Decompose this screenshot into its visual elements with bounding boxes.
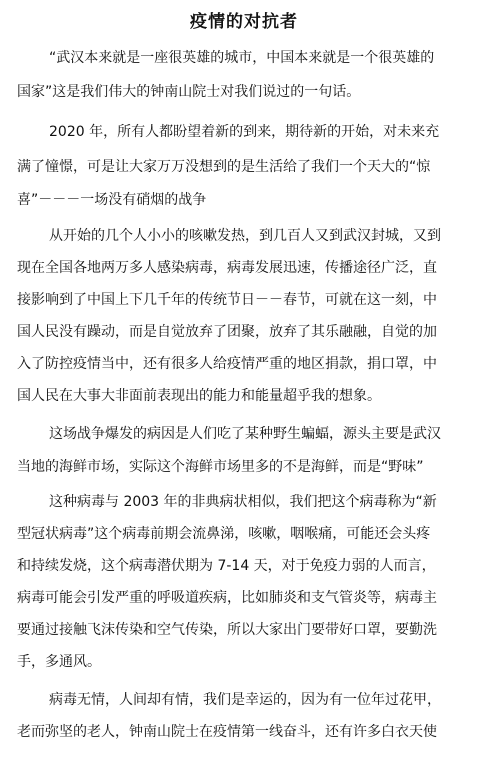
paragraph-3-line-2: 现在全国各地两万多人感染病毒，病毒发展迅速，传播途径广泛，直: [17, 260, 437, 276]
paragraph-3-line-1: 从开始的几个人小小的咳嗽发热，到几百人又到武汉封城，又到: [49, 228, 441, 244]
paragraph-6-line-1: 病毒无情，人间却有情，我们是幸运的，因为有一位年过花甲，: [49, 692, 441, 708]
paragraph-2-line-1: 2020 年，所有人都盼望着新的到来，期待新的开始，对未来充: [49, 124, 440, 140]
paragraph-2-line-2: 满了憧憬，可是让大家万万没想到的是生活给了我们一个天大的“惊: [17, 159, 431, 175]
paragraph-4-line-2: 当地的海鲜市场，实际这个海鲜市场里多的不是海鲜，而是“野味”: [17, 459, 424, 475]
paragraph-5-line-1: 这种病毒与 2003 年的非典病状相似，我们把这个病毒称为“新: [49, 494, 437, 510]
paragraph-5-line-4: 病毒可能会引发严重的呼吸道疾病，比如肺炎和支气管炎等，病毒主: [17, 590, 437, 606]
document-title: 疫情的对抗者: [190, 12, 298, 32]
paragraph-5-line-3: 和持续发烧，这个病毒潜伏期为 7-14 天，对于免疫力弱的人而言，: [17, 558, 436, 574]
paragraph-1-line-1: “武汉本来就是一座很英雄的城市，中国本来就是一个很英雄的: [49, 50, 435, 66]
paragraph-3-line-5: 入了防控疫情当中，还有很多人给疫情严重的地区捐款，捐口罩，中: [17, 356, 437, 372]
paragraph-6-line-2: 老而弥坚的老人，钟南山院士在疫情第一线奋斗，还有许多白衣天使: [17, 724, 437, 740]
paragraph-4-line-1: 这场战争爆发的病因是人们吃了某种野生蝙蝠，源头主要是武汉: [49, 426, 441, 442]
paragraph-3-line-4: 国人民没有躁动，而是自觉放弃了团聚，放弃了其乐融融，自觉的加: [17, 324, 437, 340]
paragraph-5-line-2: 型冠状病毒”这个病毒前期会流鼻涕，咳嗽，咽喉痛，可能还会头疼: [17, 526, 431, 542]
paragraph-5-line-6: 手，多通风。: [17, 654, 101, 670]
paragraph-5-line-5: 要通过接触飞沫传染和空气传染，所以大家出门要带好口罩，要勤洗: [17, 622, 437, 638]
paragraph-3-line-6: 国人民在大事大非面前表现出的能力和能量超乎我的想象。: [17, 388, 381, 404]
paragraph-1-line-2: 国家”这是我们伟大的钟南山院士对我们说过的一句话。: [17, 84, 361, 100]
paragraph-2-line-3: 喜”－－－一场没有硝烟的战争: [17, 192, 207, 208]
paragraph-3-line-3: 接影响到了中国上下几千年的传统节日－－春节，可就在这一刻，中: [17, 292, 437, 308]
